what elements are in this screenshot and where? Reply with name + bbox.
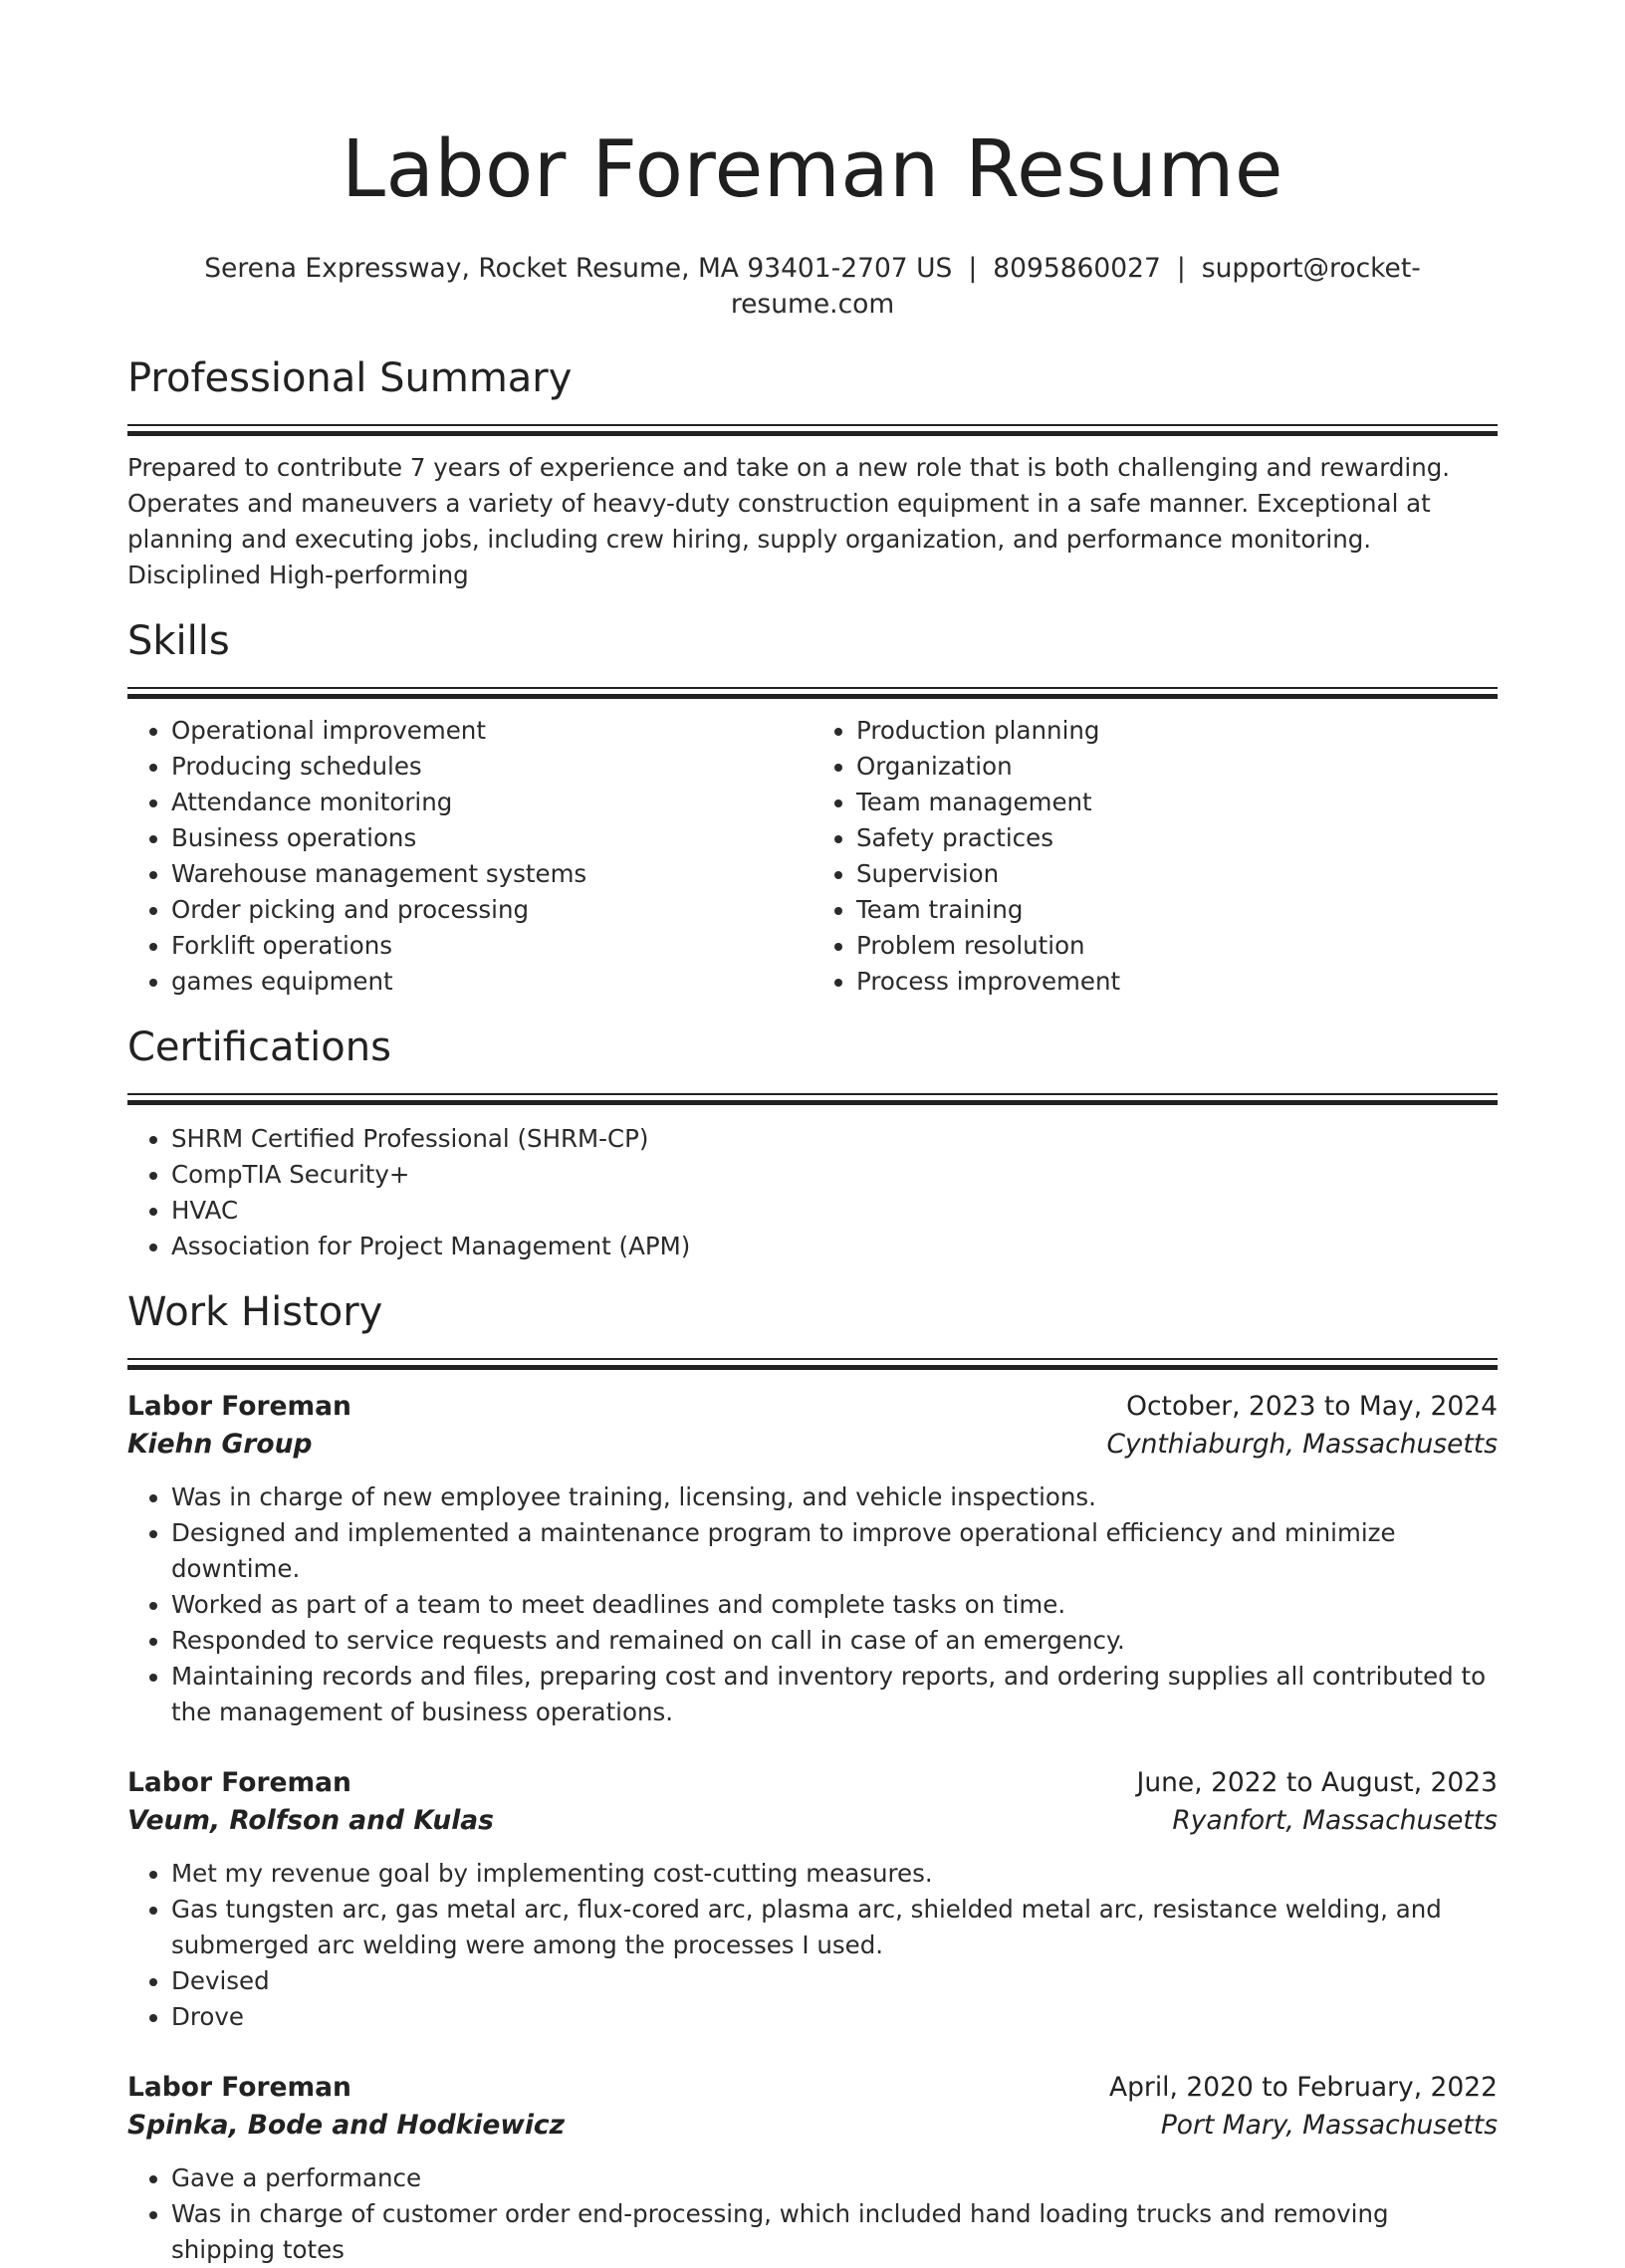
job-bullets: [127, 1856, 1498, 2035]
job-company: Veum, Rolfson and Kulas: [127, 1805, 494, 1836]
skill-item: • Production planning: [856, 713, 1498, 749]
skill-item: • Business operations: [171, 820, 812, 856]
skill-item: • Problem resolution: [856, 928, 1498, 964]
skill-item: • Forklift operations: [171, 928, 812, 964]
section-divider: [127, 424, 1498, 426]
section-heading-work-history: Work History: [127, 1289, 383, 1335]
job-bullet: • Gas tungsten arc, gas metal arc, flux-cored arc, plasma arc, shielded metal arc, resistance welding, and submerged arc welding were among the processes I used.: [171, 1892, 1498, 1963]
job-company: Spinka, Bode and Hodkiewicz: [127, 2110, 566, 2141]
skills-section: [127, 615, 1498, 1000]
section-heading-certifications: Certifications: [127, 1024, 391, 1070]
section-heading-skills: Skills: [127, 618, 230, 664]
job-entry: [127, 1388, 1498, 1730]
job-entry: [127, 1764, 1498, 2035]
certifications-list: [127, 1121, 1498, 1264]
job-bullet: • Maintaining records and files, preparing cost and inventory reports, and ordering supplies all contributed to the management of business operations.: [171, 1659, 1498, 1730]
skill-item: • Attendance monitoring: [171, 785, 812, 820]
job-title: Labor Foreman: [127, 1767, 351, 1798]
job-header-row: [127, 2069, 1498, 2107]
certification-item: • HVAC: [171, 1193, 1498, 1229]
skill-item: • Team training: [856, 892, 1498, 928]
contact-phone: 8095860027: [993, 253, 1161, 284]
contact-separator: |: [968, 253, 978, 284]
resume-content: [127, 0, 1498, 2268]
section-divider: [127, 1093, 1498, 1095]
job-title: Labor Foreman: [127, 2072, 351, 2103]
section-divider-thick: [127, 1100, 1498, 1105]
job-title: Labor Foreman: [127, 1391, 351, 1422]
contact-separator: |: [1176, 253, 1186, 284]
summary-text: Prepared to contribute 7 years of experience and take on a new role that is both challenging and rewarding. Operates and maneuvers a variety of heavy-duty construction equipment in a safe manner. Exceptional at planning and executing jobs, including crew hiring, supply organization, and performance monitoring. Disciplined High-performing: [127, 453, 1451, 589]
job-header-row: [127, 1388, 1498, 1426]
skills-list-right: [812, 713, 1498, 1000]
contact-address: Serena Expressway, Rocket Resume, MA 93401-2707 US: [204, 253, 953, 284]
job-dates: April, 2020 to February, 2022: [1108, 2072, 1498, 2103]
job-company-row: [127, 1426, 1498, 1464]
section-divider-thick: [127, 1365, 1498, 1370]
section-heading-summary: Professional Summary: [127, 355, 573, 401]
job-dates: June, 2022 to August, 2023: [1136, 1767, 1498, 1798]
job-location: Cynthiaburgh, Massachusetts: [1106, 1429, 1498, 1460]
certifications-section: [127, 1021, 1498, 1264]
skill-item: • Operational improvement: [171, 713, 812, 749]
job-entry: [127, 2069, 1498, 2268]
skill-item: • Team management: [856, 785, 1498, 820]
contact-email[interactable]: support@rocket-resume.com: [730, 253, 1421, 320]
skill-item: • games equipment: [171, 964, 812, 1000]
job-dates: October, 2023 to May, 2024: [1126, 1391, 1498, 1422]
section-divider: [127, 1358, 1498, 1360]
job-company-row: [127, 1802, 1498, 1840]
job-bullet: • Was in charge of customer order end-processing, which included hand loading trucks and removing shipping totes: [171, 2196, 1498, 2268]
job-bullet: • Worked as part of a team to meet deadlines and complete tasks on time.: [171, 1587, 1498, 1623]
job-bullet: • Gave a performance: [171, 2160, 1498, 2196]
section-divider: [127, 687, 1498, 689]
skills-columns: [127, 699, 1498, 1000]
job-bullet: • Met my revenue goal by implementing cost-cutting measures.: [171, 1856, 1498, 1892]
skill-item: • Safety practices: [856, 820, 1498, 856]
skill-item: • Order picking and processing: [171, 892, 812, 928]
certification-item: • SHRM Certified Professional (SHRM-CP): [171, 1121, 1498, 1157]
skill-item: • Supervision: [856, 856, 1498, 892]
job-header-row: [127, 1764, 1498, 1802]
skill-item: • Process improvement: [856, 964, 1498, 1000]
job-bullet: • Was in charge of new employee training, licensing, and vehicle inspections.: [171, 1479, 1498, 1515]
skill-item: • Organization: [856, 749, 1498, 785]
job-bullet: • Drove: [171, 1999, 1498, 2035]
job-bullets: [127, 2160, 1498, 2268]
summary-section: [127, 352, 1498, 593]
job-company: Kiehn Group: [127, 1429, 313, 1460]
job-bullet: • Responded to service requests and remained on call in case of an emergency.: [171, 1623, 1498, 1659]
work-history-section: [127, 1286, 1498, 2268]
contact-line: [127, 251, 1498, 323]
certification-item: • CompTIA Security+: [171, 1157, 1498, 1193]
job-bullet: • Devised: [171, 1963, 1498, 1999]
skill-item: • Producing schedules: [171, 749, 812, 785]
job-bullets: [127, 1479, 1498, 1730]
section-divider-thick: [127, 431, 1498, 436]
skills-list-left: [127, 713, 812, 1000]
job-location: Port Mary, Massachusetts: [1160, 2110, 1498, 2141]
job-company-row: [127, 2107, 1498, 2145]
resume-title: Labor Foreman Resume: [341, 123, 1284, 215]
certification-item: • Association for Project Management (APM): [171, 1229, 1498, 1264]
job-bullet: • Designed and implemented a maintenance program to improve operational efficiency and minimize downtime.: [171, 1515, 1498, 1587]
skill-item: • Warehouse management systems: [171, 856, 812, 892]
job-location: Ryanfort, Massachusetts: [1172, 1805, 1498, 1836]
